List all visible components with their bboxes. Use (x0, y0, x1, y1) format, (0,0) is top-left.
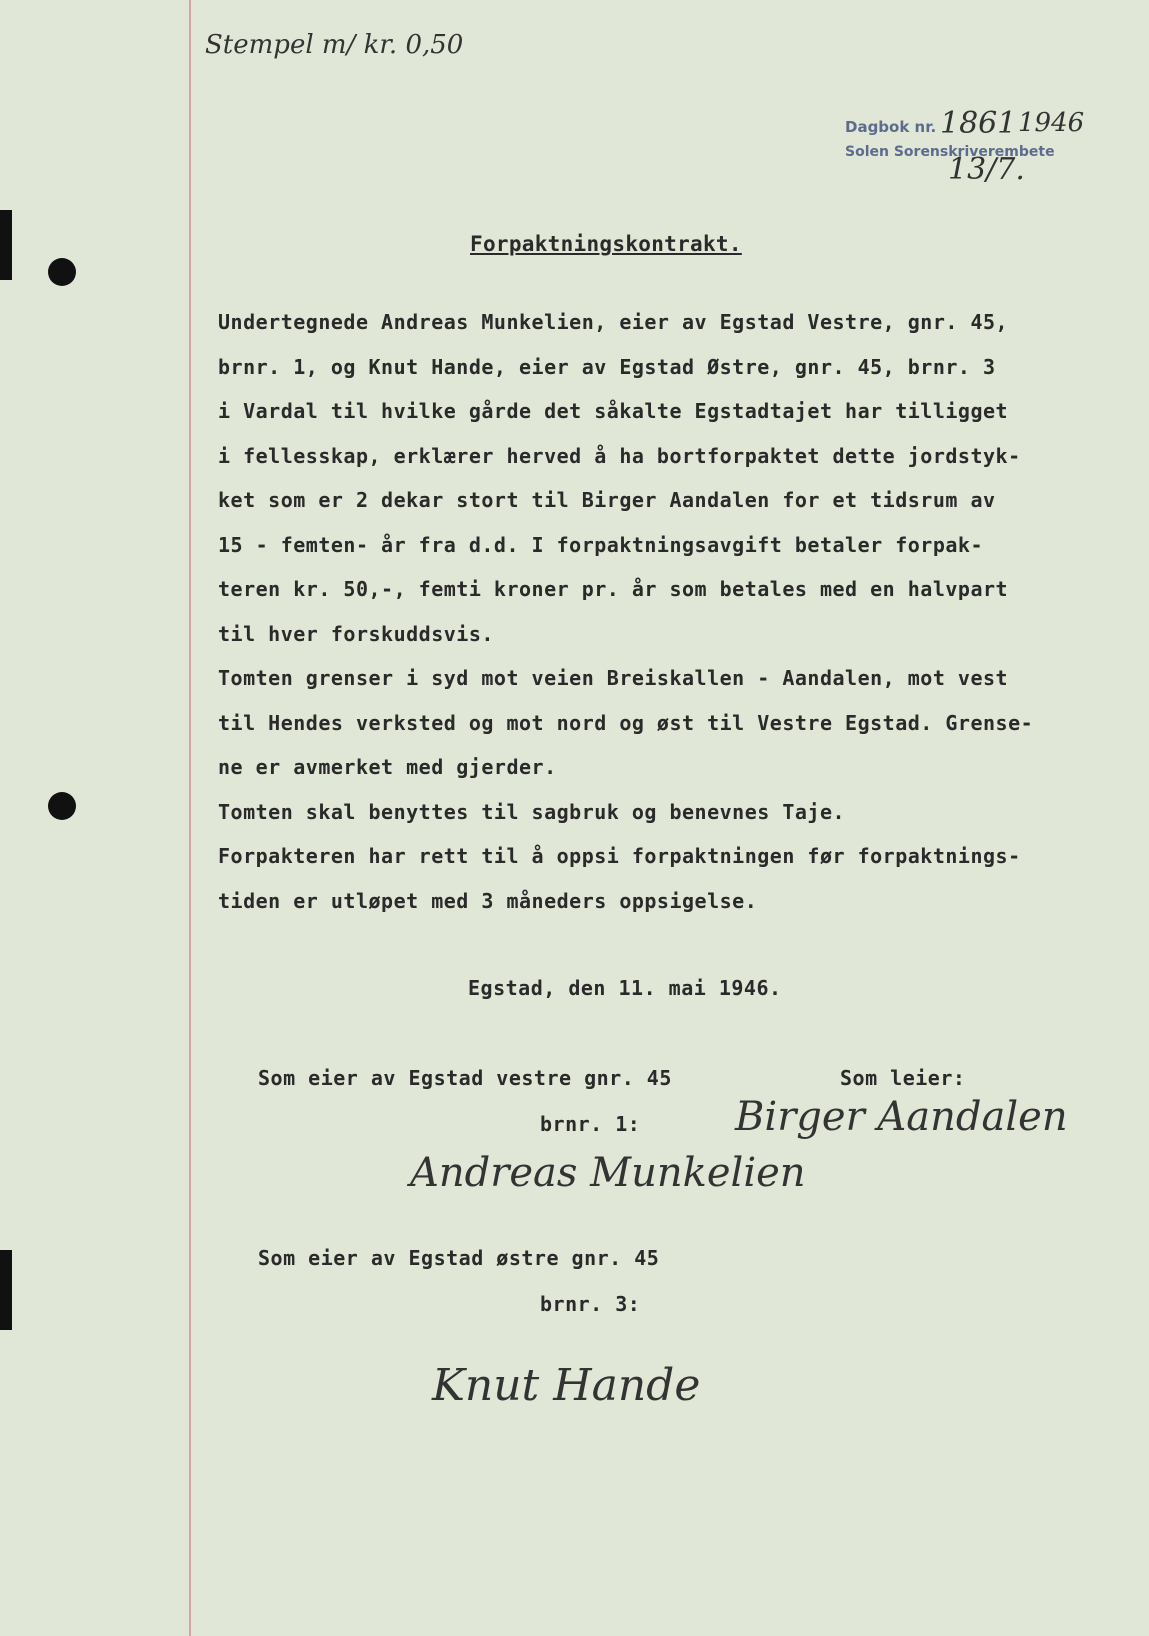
body-line: Forpakteren har rett til å oppsi forpaktningen før forpaktnings- (218, 844, 1021, 868)
body-line: brnr. 1, og Knut Hande, eier av Egstad Østre, gnr. 45, brnr. 3 (218, 354, 996, 379)
body-line: Undertegnede Andreas Munkelien, eier av Egstad Vestre, gnr. 45, (218, 310, 1009, 334)
owner1-brnr: brnr. 1: (540, 1112, 641, 1136)
place-date: Egstad, den 11. mai 1946. (468, 976, 782, 1000)
owner2-label: Som eier av Egstad østre gnr. 45 (258, 1246, 660, 1270)
diary-year: 1946 (1018, 108, 1085, 138)
owner1-label: Som eier av Egstad vestre gnr. 45 (258, 1066, 672, 1090)
owner1-signature: Andreas Munkelien (410, 1150, 806, 1196)
body-line: til Hendes verksted og mot nord og øst til Vestre Egstad. Grense- (218, 710, 1034, 735)
lessee-label: Som leier: (840, 1066, 966, 1090)
margin-line (189, 0, 191, 1636)
contract-body (218, 300, 1098, 923)
body-line: i fellesskap, erklærer herved å ha bortforpaktet dette jordstyk- (218, 443, 1021, 468)
diary-stamp-office: Solen Sorenskriverembete (845, 144, 1055, 160)
body-line: Tomten skal benyttes til sagbruk og benevnes Taje. (218, 799, 846, 824)
body-line: 15 - femten- år fra d.d. I forpaktningsavgift betaler forpak- (218, 532, 984, 557)
body-line: til hver forskuddsvis. (218, 621, 494, 646)
punch-hole-top (48, 258, 76, 286)
body-line: i Vardal til hvilke gårde det såkalte Egstadtajet har tilligget (218, 399, 1009, 423)
diary-stamp-label: Dagbok nr. (845, 118, 937, 136)
punch-hole-middle (48, 792, 76, 820)
page-edge-mark (0, 210, 12, 280)
owner2-brnr: brnr. 3: (540, 1292, 641, 1316)
page-edge-mark (0, 1250, 12, 1330)
diary-date: 13/7. (948, 152, 1025, 187)
diary-number: 1861 (940, 106, 1017, 141)
body-line: tiden er utløpet med 3 måneders oppsigelse. (218, 888, 758, 913)
body-line: ket som er 2 dekar stort til Birger Aandalen for et tidsrum av (218, 488, 996, 512)
body-line: teren kr. 50,-, femti kroner pr. år som betales med en halvpart (218, 577, 1009, 601)
body-line: ne er avmerket med gjerder. (218, 755, 557, 779)
owner2-signature: Knut Hande (432, 1360, 701, 1411)
lessee-signature: Birger Aandalen (735, 1094, 1068, 1140)
page-title: Forpaktningskontrakt. (470, 232, 742, 256)
stamp-duty-note: Stempel m/ kr. 0,50 (205, 30, 464, 60)
body-line: Tomten grenser i syd mot veien Breiskallen - Aandalen, mot vest (218, 666, 1009, 690)
